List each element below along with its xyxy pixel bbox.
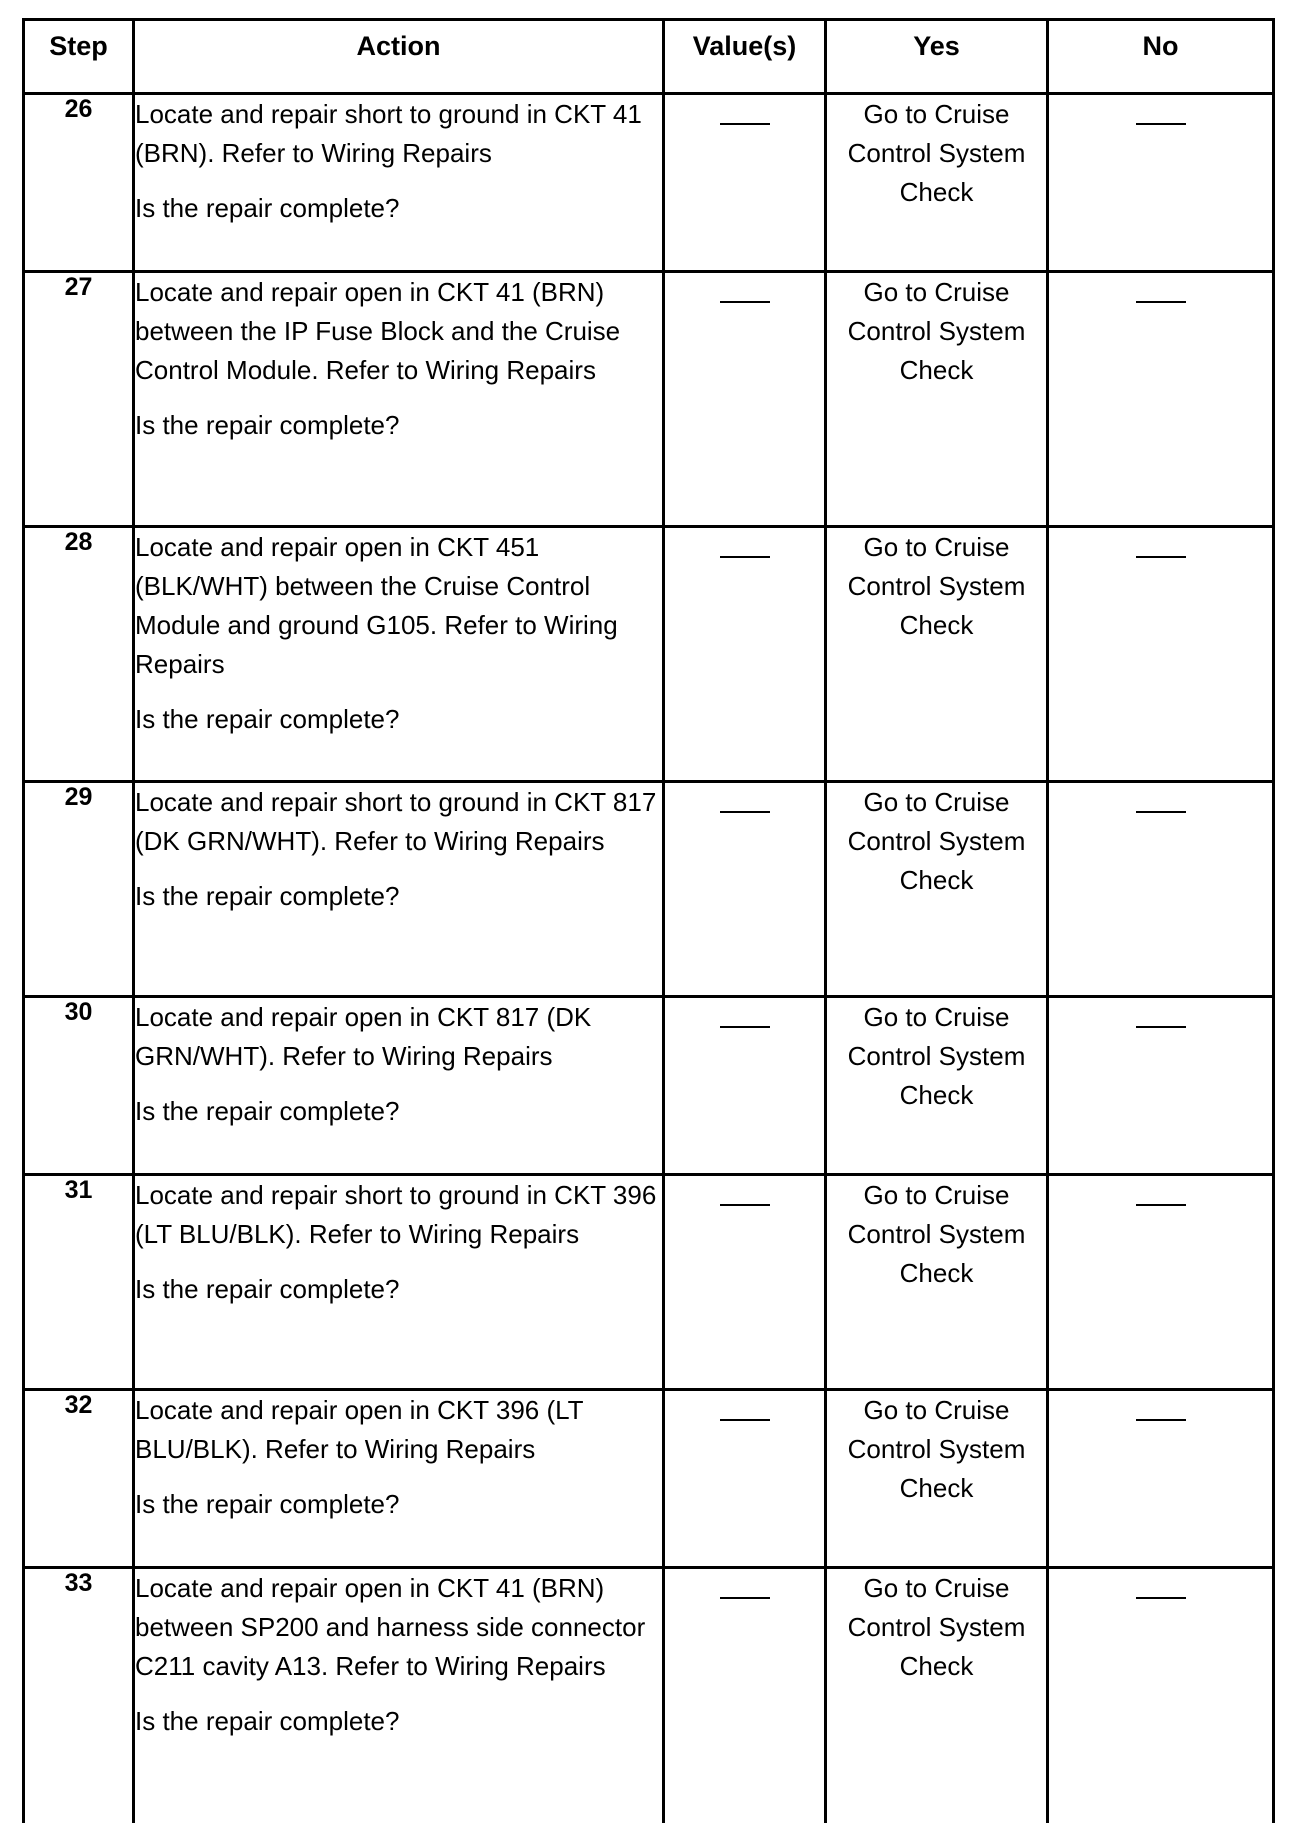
empty-dash bbox=[720, 1597, 770, 1599]
yes-cell: Go to Cruise Control System Check bbox=[826, 272, 1048, 527]
value-cell bbox=[664, 997, 826, 1175]
action-question: Is the repair complete? bbox=[135, 881, 400, 911]
action-cell bbox=[134, 1175, 664, 1390]
diagnostic-table bbox=[22, 18, 1275, 1823]
action-question: Is the repair complete? bbox=[135, 704, 400, 734]
action-text: Locate and repair short to ground in CKT 817 (DK GRN/WHT). Refer to Wiring Repairs bbox=[135, 787, 657, 856]
table-row bbox=[24, 272, 1274, 527]
empty-dash bbox=[1136, 811, 1186, 813]
no-cell bbox=[1048, 94, 1274, 272]
no-cell bbox=[1048, 272, 1274, 527]
action-cell bbox=[134, 527, 664, 782]
table-row bbox=[24, 997, 1274, 1175]
action-text: Locate and repair short to ground in CKT 396 (LT BLU/BLK). Refer to Wiring Repairs bbox=[135, 1180, 657, 1249]
empty-dash bbox=[1136, 1204, 1186, 1206]
empty-dash bbox=[1136, 1597, 1186, 1599]
action-question: Is the repair complete? bbox=[135, 1489, 400, 1519]
action-text: Locate and repair open in CKT 41 (BRN) between SP200 and harness side connector C211 cavity A13. Refer to Wiring Repairs bbox=[135, 1573, 646, 1681]
action-cell bbox=[134, 997, 664, 1175]
empty-dash bbox=[1136, 1026, 1186, 1028]
step-number: 28 bbox=[24, 527, 134, 782]
yes-cell: Go to Cruise Control System Check bbox=[826, 1568, 1048, 1823]
action-text: Locate and repair open in CKT 817 (DK GRN/WHT). Refer to Wiring Repairs bbox=[135, 1002, 592, 1071]
value-cell bbox=[664, 1175, 826, 1390]
yes-cell: Go to Cruise Control System Check bbox=[826, 1175, 1048, 1390]
table-row bbox=[24, 1568, 1274, 1823]
action-question: Is the repair complete? bbox=[135, 193, 400, 223]
table-row bbox=[24, 1390, 1274, 1568]
no-cell bbox=[1048, 1175, 1274, 1390]
value-cell bbox=[664, 1568, 826, 1823]
empty-dash bbox=[720, 1419, 770, 1421]
empty-dash bbox=[720, 811, 770, 813]
action-cell bbox=[134, 94, 664, 272]
step-number: 29 bbox=[24, 782, 134, 997]
table-row bbox=[24, 527, 1274, 782]
yes-cell: Go to Cruise Control System Check bbox=[826, 94, 1048, 272]
empty-dash bbox=[720, 301, 770, 303]
header-step: Step bbox=[24, 20, 134, 94]
action-cell bbox=[134, 272, 664, 527]
empty-dash bbox=[720, 1026, 770, 1028]
action-question: Is the repair complete? bbox=[135, 1274, 400, 1304]
action-question: Is the repair complete? bbox=[135, 410, 400, 440]
action-question: Is the repair complete? bbox=[135, 1096, 400, 1126]
table-row bbox=[24, 94, 1274, 272]
yes-cell: Go to Cruise Control System Check bbox=[826, 997, 1048, 1175]
step-number: 33 bbox=[24, 1568, 134, 1823]
step-number: 27 bbox=[24, 272, 134, 527]
action-text: Locate and repair open in CKT 396 (LT BLU/BLK). Refer to Wiring Repairs bbox=[135, 1395, 584, 1464]
header-yes: Yes bbox=[826, 20, 1048, 94]
yes-cell: Go to Cruise Control System Check bbox=[826, 782, 1048, 997]
no-cell bbox=[1048, 1568, 1274, 1823]
value-cell bbox=[664, 1390, 826, 1568]
header-no: No bbox=[1048, 20, 1274, 94]
action-text: Locate and repair open in CKT 41 (BRN) between the IP Fuse Block and the Cruise Control Module. Refer to Wiring Repairs bbox=[135, 277, 621, 385]
action-question: Is the repair complete? bbox=[135, 1706, 400, 1736]
table-row bbox=[24, 782, 1274, 997]
no-cell bbox=[1048, 1390, 1274, 1568]
header-values: Value(s) bbox=[664, 20, 826, 94]
empty-dash bbox=[1136, 301, 1186, 303]
step-number: 32 bbox=[24, 1390, 134, 1568]
action-cell bbox=[134, 1390, 664, 1568]
value-cell bbox=[664, 94, 826, 272]
table-header-row bbox=[24, 20, 1274, 94]
no-cell bbox=[1048, 527, 1274, 782]
value-cell bbox=[664, 527, 826, 782]
empty-dash bbox=[1136, 1419, 1186, 1421]
yes-cell: Go to Cruise Control System Check bbox=[826, 527, 1048, 782]
action-text: Locate and repair short to ground in CKT 41 (BRN). Refer to Wiring Repairs bbox=[135, 99, 642, 168]
diagnostic-table-page bbox=[22, 18, 1272, 1823]
action-cell bbox=[134, 782, 664, 997]
yes-cell: Go to Cruise Control System Check bbox=[826, 1390, 1048, 1568]
value-cell bbox=[664, 782, 826, 997]
action-cell bbox=[134, 1568, 664, 1823]
action-text: Locate and repair open in CKT 451 (BLK/WHT) between the Cruise Control Module and ground G105. Refer to Wiring Repairs bbox=[135, 532, 618, 679]
no-cell bbox=[1048, 997, 1274, 1175]
no-cell bbox=[1048, 782, 1274, 997]
step-number: 26 bbox=[24, 94, 134, 272]
empty-dash bbox=[1136, 123, 1186, 125]
step-number: 31 bbox=[24, 1175, 134, 1390]
value-cell bbox=[664, 272, 826, 527]
table-row bbox=[24, 1175, 1274, 1390]
empty-dash bbox=[1136, 556, 1186, 558]
empty-dash bbox=[720, 123, 770, 125]
empty-dash bbox=[720, 1204, 770, 1206]
step-number: 30 bbox=[24, 997, 134, 1175]
header-action: Action bbox=[134, 20, 664, 94]
empty-dash bbox=[720, 556, 770, 558]
